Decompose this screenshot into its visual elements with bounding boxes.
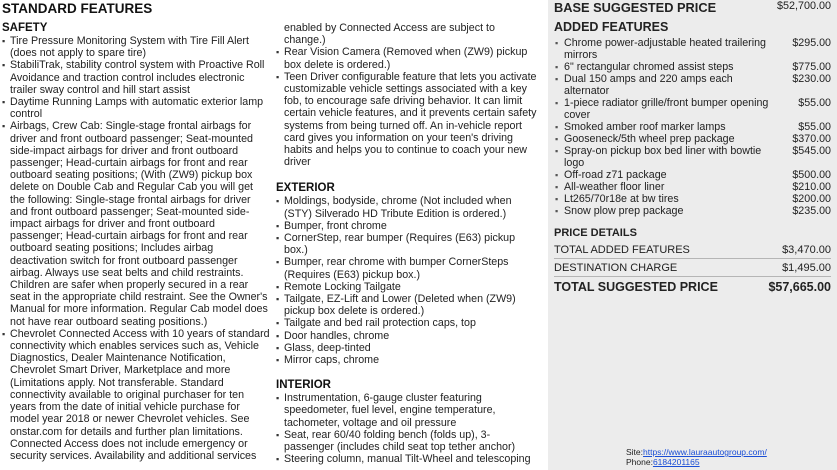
option-item <box>554 145 831 169</box>
safety-item: ▪ Teen Driver configurable feature that lets you activate customizable vehicle settings associated with a key fob, to encourage safe driving behavior. It can limit certain vehicle features, and it prevents certain safety systems from being turned off. An in-vehicle report card gives you information on your teen's driving habits and helps you to continue to coach your new driver <box>276 71 538 169</box>
added-features-heading: ADDED FEATURES <box>554 20 669 34</box>
option-item <box>554 121 831 133</box>
option-label: All-weather floor liner <box>564 181 665 193</box>
option-label: Dual 150 amps and 220 amps each alternator <box>564 73 733 97</box>
option-label: Snow plow prep package <box>564 205 684 217</box>
exterior-item: ▪ Tailgate, EZ-Lift and Lower (Deleted when (ZW9) pickup box delete is ordered.) <box>276 293 538 317</box>
safety-item: ▪ Tire Pressure Monitoring System with Tire Fill Alert (does not apply to spare tire) <box>2 35 270 59</box>
exterior-item: ▪ Bumper, front chrome <box>276 220 538 232</box>
safety-item: ▪ Rear Vision Camera (Removed when (ZW9) pickup box delete is ordered.) <box>276 46 538 70</box>
option-label: Chrome power-adjustable heated trailering mirrors <box>564 37 766 61</box>
total-added-row <box>554 244 831 259</box>
exterior-item: ▪ Remote Locking Tailgate <box>276 281 538 293</box>
base-price-row <box>554 0 831 16</box>
added-features-list <box>554 37 831 217</box>
base-price-value: $52,700.00 <box>776 0 831 12</box>
option-price: $210.00 <box>792 181 831 193</box>
destination-label: DESTINATION CHARGE <box>554 262 678 274</box>
option-item <box>554 73 831 97</box>
price-details-heading: PRICE DETAILS <box>554 227 637 239</box>
features-column-left <box>2 0 270 462</box>
option-label: Spray-on pickup box bed liner with bowtie logo <box>564 145 762 169</box>
interior-list <box>276 392 538 465</box>
safety-item-continued: enabled by Connected Access are subject to change.) <box>284 22 495 47</box>
option-label: 6" rectangular chromed assist steps <box>564 61 734 73</box>
option-price: $235.00 <box>792 205 831 217</box>
interior-item: ▪ Instrumentation, 6-gauge cluster featuring speedometer, fuel level, engine temperature, tachometer, voltage and oil pressure <box>276 392 538 429</box>
safety-item: ▪ Airbags, Crew Cab: Single-stage frontal airbags for driver and front outboard passenger; Seat-mounted side-impact airbags for driver and front outboard passenger; Head-curtain airbags for front and rear outboard seating positions; (With (ZW9) pickup box delete on Double Cab and Regular Cab you will get the following: Single-stage frontal airbags for driver and front outboard passenger; Seat-mounted side-impact airbags for driver and front outboard passenger; Head-curtain airbags for front and rear outboard seating positions; Includes airbag deactivation switch for front outboard passenger airbag. Always use seat belts and child restraints. Children are safer when properly secured in a rear seat in the appropriate child restraint. See the Owner's Manual for more information. Regular Cab model does not have rear outboard seating positions.) <box>2 120 270 327</box>
safety-list <box>2 35 270 462</box>
option-label: Off-road z71 package <box>564 169 667 181</box>
exterior-item: ▪ Moldings, bodyside, chrome (Not included when (STY) Silverado HD Tribute Edition is ordered.) <box>276 195 538 219</box>
option-item <box>554 97 831 121</box>
total-price-value: $57,665.00 <box>768 280 831 294</box>
exterior-item: ▪ Glass, deep-tinted <box>276 342 538 354</box>
option-price: $370.00 <box>792 133 831 145</box>
exterior-list <box>276 195 538 366</box>
option-item <box>554 205 831 217</box>
option-item <box>554 61 831 73</box>
option-price: $230.00 <box>792 73 831 85</box>
option-label: 1-piece radiator grille/front bumper opening cover <box>564 97 769 121</box>
safety-item: ▪ Daytime Running Lamps with automatic exterior lamp control <box>2 96 270 120</box>
option-label: Lt265/70r18e at bw tires <box>564 193 679 205</box>
features-column-middle <box>276 0 538 466</box>
exterior-item: ▪ Tailgate and bed rail protection caps, top <box>276 317 538 329</box>
total-price-label: TOTAL SUGGESTED PRICE <box>554 280 718 294</box>
base-price-label: BASE SUGGESTED PRICE <box>554 0 717 15</box>
option-price: $500.00 <box>792 169 831 181</box>
exterior-item: ▪ Mirror caps, chrome <box>276 354 538 366</box>
phone-label: Phone: <box>626 457 653 467</box>
option-item <box>554 37 831 61</box>
option-price: $295.00 <box>792 37 831 49</box>
exterior-item: ▪ Door handles, chrome <box>276 330 538 342</box>
exterior-item: ▪ Bumper, rear chrome with bumper CornerSteps (Requires (E63) pickup box.) <box>276 256 538 280</box>
dealer-contact <box>626 447 767 467</box>
option-price: $775.00 <box>792 61 831 73</box>
interior-item: ▪ Steering column, manual Tilt-Wheel and telescoping <box>276 453 538 465</box>
option-price: $200.00 <box>792 193 831 205</box>
option-item <box>554 193 831 205</box>
total-added-label: TOTAL ADDED FEATURES <box>554 244 690 256</box>
option-item <box>554 169 831 181</box>
destination-value: $1,495.00 <box>782 262 831 274</box>
exterior-heading: EXTERIOR <box>276 182 335 195</box>
page-title: STANDARD FEATURES <box>2 1 153 16</box>
site-link[interactable]: https://www.lauraautogroup.com/ <box>643 447 767 457</box>
option-price: $55.00 <box>798 97 831 109</box>
total-price-row <box>554 280 831 296</box>
pricing-panel <box>548 0 837 470</box>
exterior-item: ▪ CornerStep, rear bumper (Requires (E63) pickup box.) <box>276 232 538 256</box>
interior-heading: INTERIOR <box>276 379 331 392</box>
total-added-value: $3,470.00 <box>782 244 831 256</box>
interior-item: ▪ Seat, rear 60/40 folding bench (folds up), 3-passenger (includes child seat top tether anchor) <box>276 429 538 453</box>
option-item <box>554 181 831 193</box>
safety-heading: SAFETY <box>2 22 48 34</box>
option-label: Gooseneck/5th wheel prep package <box>564 133 735 145</box>
option-label: Smoked amber roof marker lamps <box>564 121 726 133</box>
site-label: Site: <box>626 447 644 457</box>
safety-item: ▪ StabiliTrak, stability control system with Proactive Roll Avoidance and traction control includes electronic trailer sway control and hill start assist <box>2 59 270 96</box>
option-price: $545.00 <box>792 145 831 157</box>
safety-list-continued <box>276 22 538 168</box>
option-item <box>554 133 831 145</box>
option-price: $55.00 <box>798 121 831 133</box>
phone-link[interactable]: 6184201165 <box>652 457 700 467</box>
destination-row <box>554 262 831 277</box>
safety-item: ▪ Chevrolet Connected Access with 10 years of standard connectivity which enables services such as, Vehicle Diagnostics, Dealer Maintenance Notification, Chevrolet Smart Driver, Marketplace and more (Limitations apply. Not transferable. Standard connectivity available to original purchaser for ten years from the date of initial vehicle purchase for model year 2018 or newer Chevrolet vehicles. See onstar.com for details and further plan limitations. Connected Access does not include emergency or security services. Availability and additional services <box>2 328 270 462</box>
